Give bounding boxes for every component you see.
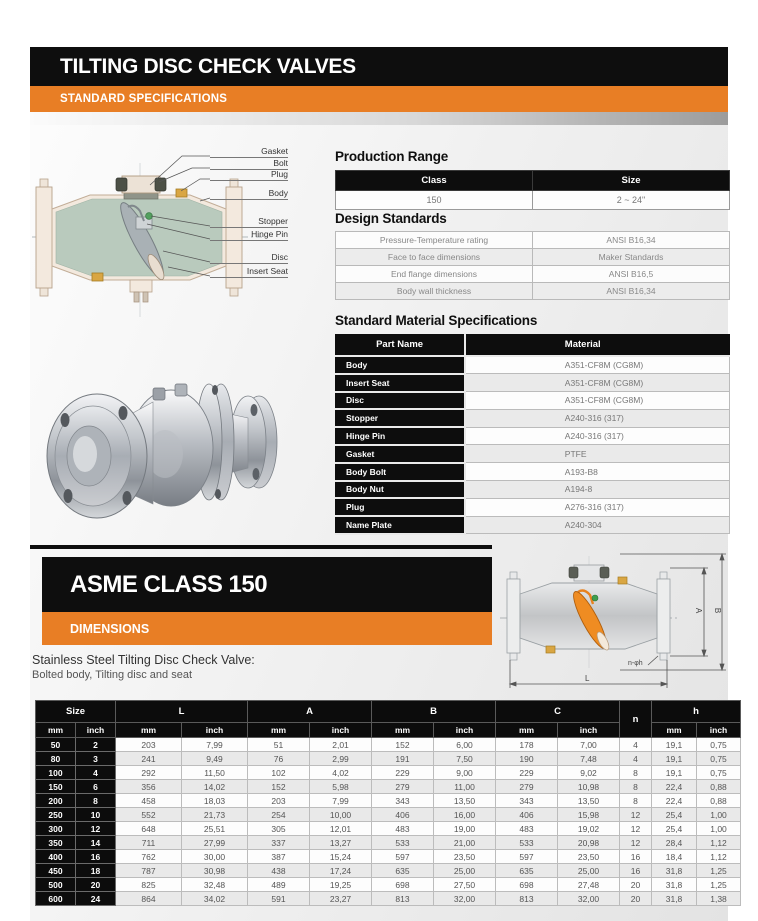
- dim-value-cell: 152: [372, 738, 434, 752]
- dim-value-cell: 762: [116, 850, 182, 864]
- dim-value-cell: 13,50: [434, 794, 496, 808]
- dim-group-header: A: [248, 701, 372, 723]
- material-specs-table: [335, 334, 730, 535]
- dim-value-cell: 102: [248, 766, 310, 780]
- dim-value-cell: 9,49: [182, 752, 248, 766]
- dim-size-cell: 18: [76, 864, 116, 878]
- material-value: A193-B8: [465, 463, 729, 481]
- design-standard-item: Pressure-Temperature rating: [336, 232, 533, 249]
- design-standard-value: ANSI B16,5: [533, 266, 730, 283]
- dim-size-cell: 200: [36, 794, 76, 808]
- dim-value-cell: 190: [496, 752, 558, 766]
- dim-size-cell: 20: [76, 878, 116, 892]
- material-value: A240-316 (317): [465, 409, 729, 427]
- dim-value-cell: 20: [620, 878, 652, 892]
- dim-value-cell: 597: [372, 850, 434, 864]
- dim-unit-mm: mm: [372, 723, 434, 738]
- dim-value-cell: 25,51: [182, 822, 248, 836]
- dim-size-cell: 500: [36, 878, 76, 892]
- dim-size-cell: 350: [36, 836, 76, 850]
- dim-value-cell: 1,00: [697, 822, 741, 836]
- design-standards-table: [335, 231, 730, 300]
- dim-value-cell: 279: [496, 780, 558, 794]
- dim-value-cell: 698: [372, 878, 434, 892]
- dim-value-cell: 23,50: [558, 850, 620, 864]
- design-standards-row: [336, 283, 730, 300]
- material-material-header: Material: [465, 334, 729, 356]
- dim-value-cell: 76: [248, 752, 310, 766]
- material-value: A351-CF8M (CG8M): [465, 374, 729, 392]
- dim-data-row: [36, 766, 741, 780]
- dim-data-row: [36, 892, 741, 906]
- dim-value-cell: 7,99: [310, 794, 372, 808]
- dim-value-cell: 203: [248, 794, 310, 808]
- dim-group-header: n: [620, 701, 652, 738]
- dim-value-cell: 2,01: [310, 738, 372, 752]
- dim-value-cell: 4,02: [310, 766, 372, 780]
- material-part-name: Gasket: [335, 445, 465, 463]
- dim-data-row: [36, 794, 741, 808]
- dim-value-cell: 591: [248, 892, 310, 906]
- dim-value-cell: 19,1: [652, 766, 697, 780]
- dim-value-cell: 825: [116, 878, 182, 892]
- dim-value-cell: 19,00: [434, 822, 496, 836]
- material-part-name: Body: [335, 356, 465, 374]
- dim-value-cell: 7,50: [434, 752, 496, 766]
- valve-part-label: Plug: [210, 169, 288, 181]
- dim-value-cell: 31,8: [652, 892, 697, 906]
- dim-value-cell: 30,98: [182, 864, 248, 878]
- dim-size-cell: 300: [36, 822, 76, 836]
- dim-value-cell: 20: [620, 892, 652, 906]
- dim-size-cell: 3: [76, 752, 116, 766]
- dim-value-cell: 28,4: [652, 836, 697, 850]
- dim-value-cell: 12: [620, 836, 652, 850]
- dim-value-cell: 406: [496, 808, 558, 822]
- production-range-table: [335, 170, 730, 210]
- material-row: [335, 409, 730, 427]
- material-part-name: Insert Seat: [335, 374, 465, 392]
- design-standard-item: Face to face dimensions: [336, 249, 533, 266]
- dim-value-cell: 31,8: [652, 864, 697, 878]
- dim-value-cell: 1,12: [697, 850, 741, 864]
- production-range-heading: Production Range: [335, 149, 449, 164]
- dim-unit-inch: inch: [310, 723, 372, 738]
- dim-value-cell: 4: [620, 752, 652, 766]
- production-size-header: Size: [533, 171, 730, 191]
- material-part-name: Body Nut: [335, 481, 465, 499]
- valve-description-line1: Stainless Steel Tilting Disc Check Valve:: [32, 653, 255, 667]
- material-row: [335, 516, 730, 534]
- dim-value-cell: 23,50: [434, 850, 496, 864]
- dim-data-row: [36, 752, 741, 766]
- material-part-name: Plug: [335, 498, 465, 516]
- dim-unit-inch: inch: [558, 723, 620, 738]
- dim-unit-mm: mm: [652, 723, 697, 738]
- dim-label-l: L: [585, 674, 590, 683]
- dim-value-cell: 698: [496, 878, 558, 892]
- valve-part-label: Hinge Pin: [210, 229, 288, 241]
- dim-data-row: [36, 822, 741, 836]
- dim-unit-mm: mm: [496, 723, 558, 738]
- dim-value-cell: 343: [496, 794, 558, 808]
- dim-size-cell: 16: [76, 850, 116, 864]
- dim-size-cell: 450: [36, 864, 76, 878]
- dim-size-cell: 400: [36, 850, 76, 864]
- design-standards-row: [336, 249, 730, 266]
- dim-value-cell: 11,50: [182, 766, 248, 780]
- dim-size-cell: 8: [76, 794, 116, 808]
- dim-value-cell: 27,48: [558, 878, 620, 892]
- dim-value-cell: 191: [372, 752, 434, 766]
- dim-data-row: [36, 738, 741, 752]
- dim-value-cell: 51: [248, 738, 310, 752]
- dim-value-cell: 12: [620, 808, 652, 822]
- dim-value-cell: 292: [116, 766, 182, 780]
- dim-value-cell: 19,02: [558, 822, 620, 836]
- dim-value-cell: 15,24: [310, 850, 372, 864]
- dim-value-cell: 25,4: [652, 808, 697, 822]
- dim-value-cell: 533: [372, 836, 434, 850]
- dim-value-cell: 438: [248, 864, 310, 878]
- dim-value-cell: 635: [372, 864, 434, 878]
- design-standard-value: Maker Standards: [533, 249, 730, 266]
- material-row: [335, 356, 730, 374]
- dim-value-cell: 648: [116, 822, 182, 836]
- material-value: A276-316 (317): [465, 498, 729, 516]
- dim-value-cell: 305: [248, 822, 310, 836]
- dim-group-header: C: [496, 701, 620, 723]
- dim-unit-inch: inch: [76, 723, 116, 738]
- dim-value-cell: 4: [620, 738, 652, 752]
- dim-value-cell: 18,03: [182, 794, 248, 808]
- dimensions-table: [35, 700, 741, 906]
- dim-value-cell: 229: [372, 766, 434, 780]
- dim-value-cell: 25,00: [558, 864, 620, 878]
- material-row: [335, 374, 730, 392]
- material-row: [335, 392, 730, 410]
- dim-value-cell: 21,73: [182, 808, 248, 822]
- design-standard-item: End flange dimensions: [336, 266, 533, 283]
- dim-value-cell: 406: [372, 808, 434, 822]
- dim-value-cell: 34,02: [182, 892, 248, 906]
- dim-size-cell: 14: [76, 836, 116, 850]
- dim-value-cell: 12,01: [310, 822, 372, 836]
- valve-part-label: Gasket: [210, 146, 288, 158]
- dim-data-row: [36, 780, 741, 794]
- dim-group-header: L: [116, 701, 248, 723]
- dimensions-subtitle: DIMENSIONS: [42, 612, 492, 645]
- dim-value-cell: 1,25: [697, 864, 741, 878]
- dim-value-cell: 387: [248, 850, 310, 864]
- dim-value-cell: 1,00: [697, 808, 741, 822]
- dim-value-cell: 0,75: [697, 738, 741, 752]
- dim-value-cell: 12: [620, 822, 652, 836]
- design-standards-row: [336, 232, 730, 249]
- dim-unit-mm: mm: [248, 723, 310, 738]
- dim-value-cell: 597: [496, 850, 558, 864]
- dim-value-cell: 458: [116, 794, 182, 808]
- dim-value-cell: 16,00: [434, 808, 496, 822]
- dim-value-cell: 18,4: [652, 850, 697, 864]
- material-part-name: Body Bolt: [335, 463, 465, 481]
- dim-value-cell: 25,00: [434, 864, 496, 878]
- dim-value-cell: 19,1: [652, 738, 697, 752]
- dim-value-cell: 27,50: [434, 878, 496, 892]
- dim-value-cell: 7,48: [558, 752, 620, 766]
- dim-value-cell: 8: [620, 766, 652, 780]
- dim-value-cell: 489: [248, 878, 310, 892]
- valve-cross-section-diagram: [30, 145, 292, 330]
- dim-value-cell: 9,02: [558, 766, 620, 780]
- dim-value-cell: 152: [248, 780, 310, 794]
- material-value: A240-316 (317): [465, 427, 729, 445]
- dim-value-cell: 0,75: [697, 752, 741, 766]
- dimensions-diagram: [500, 548, 740, 698]
- dim-label-b: B: [713, 607, 723, 614]
- dim-value-cell: 343: [372, 794, 434, 808]
- material-value: A240-304: [465, 516, 729, 534]
- material-part-name: Stopper: [335, 409, 465, 427]
- material-value: PTFE: [465, 445, 729, 463]
- dim-value-cell: 19,25: [310, 878, 372, 892]
- dim-size-cell: 80: [36, 752, 76, 766]
- dim-data-row: [36, 836, 741, 850]
- dim-value-cell: 30,00: [182, 850, 248, 864]
- material-part-header: Part Name: [335, 334, 465, 356]
- dim-value-cell: 813: [496, 892, 558, 906]
- dim-size-cell: 6: [76, 780, 116, 794]
- dim-size-cell: 100: [36, 766, 76, 780]
- dim-value-cell: 552: [116, 808, 182, 822]
- design-standard-value: ANSI B16,34: [533, 232, 730, 249]
- dim-value-cell: 23,27: [310, 892, 372, 906]
- dim-value-cell: 7,00: [558, 738, 620, 752]
- dim-value-cell: 27,99: [182, 836, 248, 850]
- dim-value-cell: 8: [620, 794, 652, 808]
- dim-value-cell: 32,48: [182, 878, 248, 892]
- section-standard-specifications: STANDARD SPECIFICATIONS: [30, 86, 728, 112]
- design-standards-heading: Design Standards: [335, 211, 447, 226]
- material-part-name: Disc: [335, 392, 465, 410]
- dim-value-cell: 14,02: [182, 780, 248, 794]
- dim-group-header: Size: [36, 701, 116, 723]
- dim-header-groups: [36, 701, 741, 723]
- asme-top-rule: [30, 545, 492, 549]
- dim-value-cell: 32,00: [434, 892, 496, 906]
- design-standard-item: Body wall thickness: [336, 283, 533, 300]
- dim-size-cell: 250: [36, 808, 76, 822]
- dim-value-cell: 241: [116, 752, 182, 766]
- dim-value-cell: 0,88: [697, 794, 741, 808]
- dim-value-cell: 787: [116, 864, 182, 878]
- dim-value-cell: 10,98: [558, 780, 620, 794]
- dim-value-cell: 32,00: [558, 892, 620, 906]
- valve-photo: [35, 358, 295, 530]
- dim-size-cell: 50: [36, 738, 76, 752]
- dim-unit-inch: inch: [697, 723, 741, 738]
- dim-data-row: [36, 808, 741, 822]
- dim-label-a: A: [694, 607, 704, 614]
- dim-unit-inch: inch: [434, 723, 496, 738]
- dim-value-cell: 5,98: [310, 780, 372, 794]
- dim-value-cell: 0,88: [697, 780, 741, 794]
- dim-value-cell: 9,00: [434, 766, 496, 780]
- dim-value-cell: 13,27: [310, 836, 372, 850]
- dim-value-cell: 10,00: [310, 808, 372, 822]
- dim-value-cell: 22,4: [652, 780, 697, 794]
- production-class-value: 150: [336, 191, 533, 210]
- material-value: A351-CF8M (CG8M): [465, 392, 729, 410]
- material-part-name: Hinge Pin: [335, 427, 465, 445]
- dim-size-cell: 600: [36, 892, 76, 906]
- material-row: [335, 481, 730, 499]
- valve-part-label: Insert Seat: [210, 266, 288, 278]
- dim-unit-mm: mm: [36, 723, 76, 738]
- dim-value-cell: 15,98: [558, 808, 620, 822]
- dim-value-cell: 25,4: [652, 822, 697, 836]
- dim-size-cell: 2: [76, 738, 116, 752]
- dim-group-header: B: [372, 701, 496, 723]
- gradient-divider: [30, 112, 728, 125]
- material-row: [335, 445, 730, 463]
- valve-description-line2: Bolted body, Tilting disc and seat: [32, 669, 193, 681]
- valve-part-label: Bolt: [210, 158, 288, 170]
- production-size-value: 2 ~ 24": [533, 191, 730, 210]
- dim-value-cell: 813: [372, 892, 434, 906]
- dim-value-cell: 1,38: [697, 892, 741, 906]
- dim-value-cell: 229: [496, 766, 558, 780]
- dim-value-cell: 17,24: [310, 864, 372, 878]
- dim-data-row: [36, 850, 741, 864]
- dim-value-cell: 337: [248, 836, 310, 850]
- dim-value-cell: 2,99: [310, 752, 372, 766]
- dim-value-cell: 11,00: [434, 780, 496, 794]
- dim-value-cell: 1,25: [697, 878, 741, 892]
- dim-value-cell: 19,1: [652, 752, 697, 766]
- dim-value-cell: 6,00: [434, 738, 496, 752]
- dim-size-cell: 4: [76, 766, 116, 780]
- dim-value-cell: 864: [116, 892, 182, 906]
- dim-value-cell: 31,8: [652, 878, 697, 892]
- dim-value-cell: 279: [372, 780, 434, 794]
- dim-value-cell: 21,00: [434, 836, 496, 850]
- design-standards-row: [336, 266, 730, 283]
- dim-value-cell: 22,4: [652, 794, 697, 808]
- asme-class-title: ASME CLASS 150: [42, 557, 492, 612]
- dim-value-cell: 16: [620, 850, 652, 864]
- material-value: A351-CF8M (CG8M): [465, 356, 729, 374]
- dim-value-cell: 254: [248, 808, 310, 822]
- dim-size-cell: 10: [76, 808, 116, 822]
- dim-value-cell: 483: [496, 822, 558, 836]
- dim-value-cell: 711: [116, 836, 182, 850]
- dim-unit-inch: inch: [182, 723, 248, 738]
- dim-size-cell: 150: [36, 780, 76, 794]
- dim-value-cell: 483: [372, 822, 434, 836]
- material-row: [335, 463, 730, 481]
- dim-value-cell: 1,12: [697, 836, 741, 850]
- dim-value-cell: 203: [116, 738, 182, 752]
- valve-part-label: Stopper: [210, 216, 288, 228]
- dim-value-cell: 635: [496, 864, 558, 878]
- valve-part-label: Body: [210, 188, 288, 200]
- dim-value-cell: 8: [620, 780, 652, 794]
- dim-group-header: h: [652, 701, 741, 723]
- dim-data-row: [36, 878, 741, 892]
- material-value: A194-8: [465, 481, 729, 499]
- dim-value-cell: 7,99: [182, 738, 248, 752]
- dim-data-row: [36, 864, 741, 878]
- dim-value-cell: 20,98: [558, 836, 620, 850]
- dim-value-cell: 356: [116, 780, 182, 794]
- dim-label-nh: n-φh: [628, 660, 643, 667]
- valve-part-label: Disc: [210, 252, 288, 264]
- dim-value-cell: 0,75: [697, 766, 741, 780]
- dim-value-cell: 13,50: [558, 794, 620, 808]
- design-standard-value: ANSI B16,34: [533, 283, 730, 300]
- material-part-name: Name Plate: [335, 516, 465, 534]
- dim-size-cell: 24: [76, 892, 116, 906]
- dim-value-cell: 16: [620, 864, 652, 878]
- page-title: TILTING DISC CHECK VALVES: [30, 47, 728, 86]
- production-class-header: Class: [336, 171, 533, 191]
- material-row: [335, 498, 730, 516]
- dim-unit-mm: mm: [116, 723, 182, 738]
- dim-value-cell: 178: [496, 738, 558, 752]
- material-specs-heading: Standard Material Specifications: [335, 313, 538, 328]
- material-row: [335, 427, 730, 445]
- dim-size-cell: 12: [76, 822, 116, 836]
- dim-value-cell: 533: [496, 836, 558, 850]
